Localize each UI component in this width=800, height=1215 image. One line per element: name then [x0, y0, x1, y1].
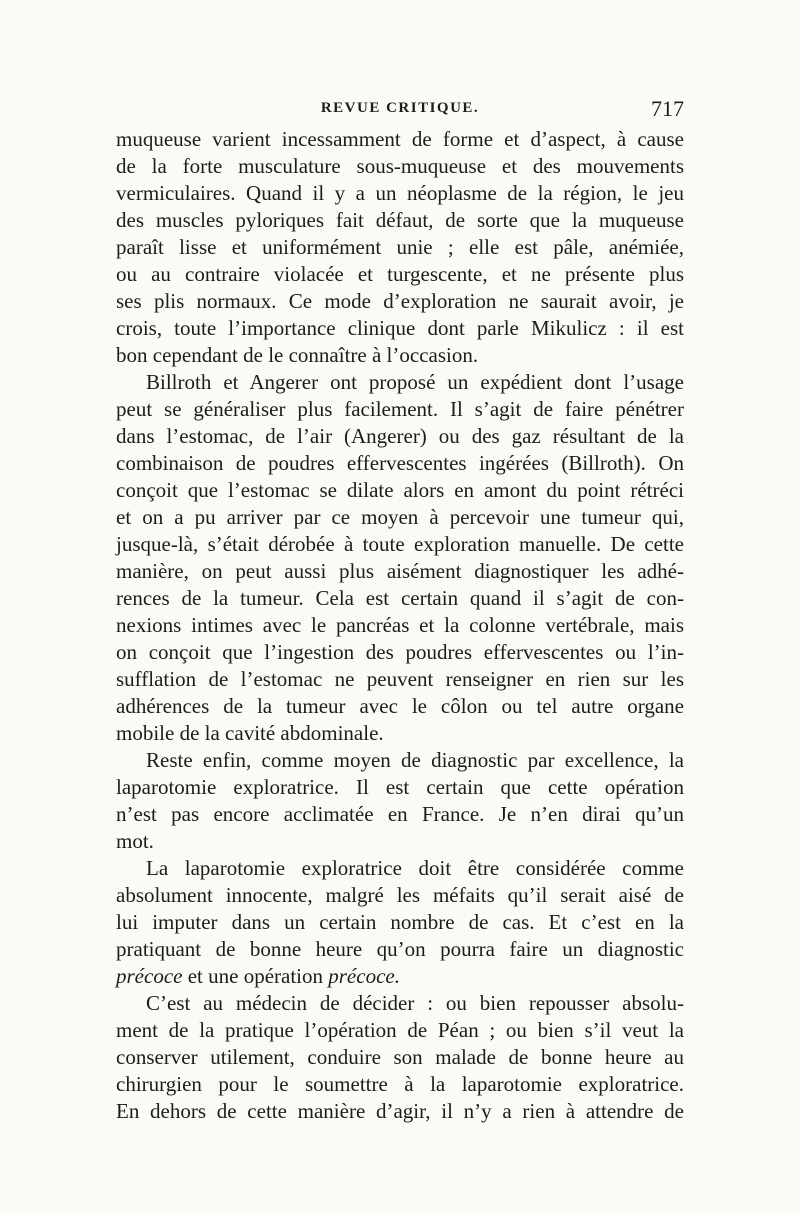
text-line: En dehors de cette manière d’agir, il n’y a rien à attendre de — [116, 1099, 684, 1123]
text-line: combinaison de poudres effervescentes ingérées (Billroth). On — [116, 451, 684, 475]
text-line: muqueuse varient incessamment de forme et d’aspect, à cause — [116, 127, 684, 151]
text-line: mot. — [116, 829, 154, 853]
text-line: vermiculaires. Quand il y a un néoplasme de la région, le jeu — [116, 181, 684, 205]
paragraph-start-line: C’est au médecin de décider : ou bien repousser absolu- — [146, 991, 684, 1015]
italic-word: précoce. — [328, 964, 400, 988]
paragraph-start-line: Billroth et Angerer ont proposé un expédient dont l’usage — [146, 370, 684, 394]
text-line: et on a pu arriver par ce moyen à percevoir une tumeur qui, — [116, 505, 684, 529]
text-line: ses plis normaux. Ce mode d’exploration ne saurait avoir, je — [116, 289, 684, 313]
text-line-italic-mix — [116, 963, 684, 990]
text-line: nexions intimes avec le pancréas et la colonne vertébrale, mais — [116, 613, 684, 637]
text-line: rences de la tumeur. Cela est certain quand il s’agit de con- — [116, 586, 684, 610]
text-line: conçoit que l’estomac se dilate alors en amont du point rétréci — [116, 478, 684, 502]
text-line: sufflation de l’estomac ne peuvent renseigner en rien sur les — [116, 667, 684, 691]
text-line: crois, toute l’importance clinique dont parle Mikulicz : il est — [116, 316, 684, 340]
text-line: conserver utilement, conduire son malade de bonne heure au — [116, 1045, 684, 1069]
text-line: manière, on peut aussi plus aisément diagnostiquer les adhé- — [116, 559, 684, 583]
paragraph-start-line: Reste enfin, comme moyen de diagnostic par excellence, la — [146, 748, 684, 772]
text-line: lui imputer dans un certain nombre de cas. Et c’est en la — [116, 910, 684, 934]
text-line: on conçoit que l’ingestion des poudres effervescentes ou l’in- — [116, 640, 684, 664]
text-line: n’est pas encore acclimatée en France. Je n’en dirai qu’un — [116, 802, 684, 826]
text-line: des muscles pyloriques fait défaut, de sorte que la muqueuse — [116, 208, 684, 232]
running-title: REVUE CRITIQUE. — [320, 100, 480, 116]
text-line: adhérences de la tumeur avec le côlon ou tel autre organe — [116, 694, 684, 718]
text-line: de la forte musculature sous-muqueuse et des mouvements — [116, 154, 684, 178]
italic-word: précoce — [116, 964, 183, 988]
line-segment: et une opération — [182, 964, 329, 988]
body-text — [116, 126, 684, 1125]
text-line: pratiquant de bonne heure qu’on pourra faire un diagnostic — [116, 937, 684, 961]
page-header — [116, 96, 684, 126]
text-line: ment de la pratique l’opération de Péan ; ou bien s’il veut la — [116, 1018, 684, 1042]
text-line: jusque-là, s’était dérobée à toute exploration manuelle. De cette — [116, 532, 684, 556]
text-line: laparotomie exploratrice. Il est certain que cette opération — [116, 775, 684, 799]
page-number: 717 — [651, 96, 684, 121]
paragraph-start-line: La laparotomie exploratrice doit être considérée comme — [146, 856, 684, 880]
text-line: mobile de la cavité abdominale. — [116, 721, 384, 745]
text-line: dans l’estomac, de l’air (Angerer) ou des gaz résultant de la — [116, 424, 684, 448]
text-line: absolument innocente, malgré les méfaits qu’il serait aisé de — [116, 883, 684, 907]
text-line: peut se généraliser plus facilement. Il s’agit de faire pénétrer — [116, 397, 684, 421]
text-line: bon cependant de le connaître à l’occasion. — [116, 343, 479, 367]
text-line: paraît lisse et uniformément unie ; elle est pâle, anémiée, — [116, 235, 684, 259]
text-line: chirurgien pour le soumettre à la laparotomie exploratrice. — [116, 1072, 684, 1096]
text-line: ou au contraire violacée et turgescente, et ne présente plus — [116, 262, 684, 286]
